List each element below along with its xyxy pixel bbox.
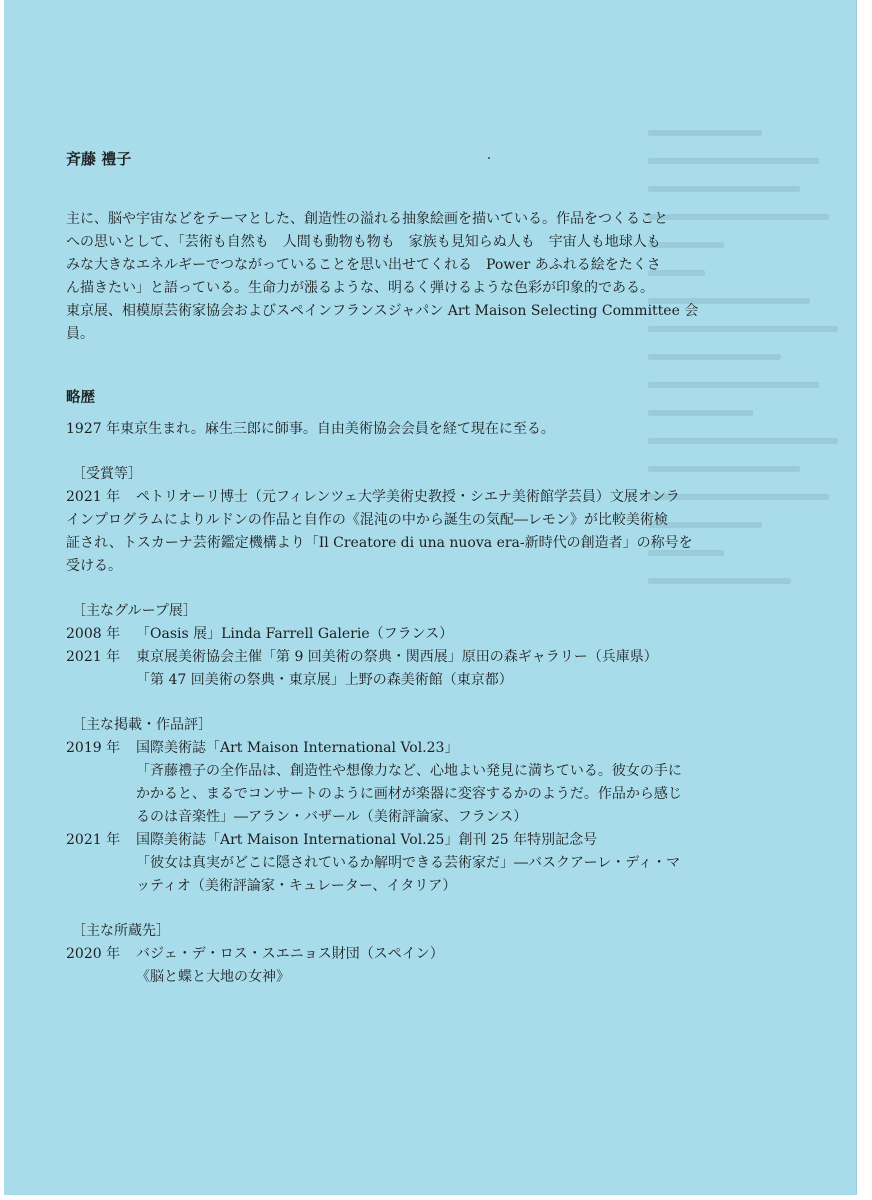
review-quote-line: 「斉藤禮子の全作品は、創造性や想像力など、心地よい発見に満ちている。彼女の手に (136, 763, 682, 779)
group-text: 「第 47 回美術の祭典・東京展」上野の森美術館（東京都） (136, 672, 513, 688)
paper-sheet (4, 0, 857, 1195)
intro-line: への思いとして、「芸術も自然も 人間も動物も物も 家族も見知らぬ人も 宇宙人も地球人も (66, 234, 661, 250)
group-text: 東京展美術協会主催「第 9 回美術の祭典・関西展」原田の森ギャラリー（兵庫県） (136, 649, 658, 665)
collection-entry (66, 966, 726, 989)
review-quote-line: ッティオ（美術評論家・キュレーター、イタリア） (136, 878, 457, 894)
award-line: ペトリオーリ博士（元フィレンツェ大学美術史教授・シエナ美術館学芸員）文展オンラ (136, 489, 680, 505)
award-line: 証され、トスカーナ芸術鑑定機構より「Il Creatore di una nuova era-新時代の創造者」の称号を (66, 535, 693, 551)
review-text: 国際美術誌「Art Maison International Vol.25」創刊 25 年特別記念号 (136, 832, 598, 848)
review-entry (66, 737, 726, 760)
review-text: 国際美術誌「Art Maison International Vol.23」 (136, 740, 459, 756)
collection-text: バジェ・デ・ロス・スエニョス財団（スペイン） (136, 946, 444, 962)
intro-line: みな大きなエネルギーでつながっていることを思い出せてくれる Power あふれる絵をたくさ (66, 257, 661, 273)
intro-paragraph (66, 208, 726, 346)
collection-year (66, 966, 136, 989)
collection-entry (66, 943, 726, 966)
reviews-label: ［主な掲載・作品評］ (72, 717, 212, 733)
award-entry (66, 486, 726, 509)
collection-year: 2020 年 (66, 946, 121, 962)
career-summary: 1927 年東京生まれ。麻生三郎に師事。自由美術協会会員を経て現在に至る。 (66, 421, 555, 437)
group-entry (66, 669, 726, 692)
award-line: 受ける。 (66, 558, 122, 574)
award-line: インプログラムによりルドンの作品と自作の《混沌の中から誕生の気配―レモン》が比較美術検 (66, 512, 668, 528)
group-text: 「Oasis 展」Linda Farrell Galerie（フランス） (136, 626, 454, 642)
review-quote-line: かかると、まるでコンサートのように画材が楽器に変容するかのようだ。作品から感じ (136, 786, 682, 802)
group-year: 2008 年 (66, 626, 121, 642)
group-label: ［主なグループ展］ (72, 603, 197, 619)
collections-label: ［主な所蔵先］ (72, 923, 170, 939)
awards-label: ［受賞等］ (72, 466, 142, 482)
artist-name: 斉藤 禮子 (66, 150, 132, 168)
group-year (66, 669, 136, 692)
intro-line: ん描きたい」と語っている。生命力が漲るような、明るく弾けるような色彩が印象的である。 (66, 280, 654, 296)
review-year: 2019 年 (66, 740, 121, 756)
intro-line: 主に、脳や宇宙などをテーマとした、創造性の溢れる抽象絵画を描いている。作品をつくること (66, 211, 668, 227)
group-entry (66, 646, 726, 669)
review-quote-line: るのは音楽性」―アラン・バザール（美術評論家、フランス） (136, 809, 528, 825)
group-entry (66, 623, 726, 646)
collection-text: 《脳と蝶と大地の女神》 (136, 969, 290, 985)
document-body (66, 148, 726, 989)
intro-line: 員。 (66, 326, 94, 342)
group-year: 2021 年 (66, 649, 121, 665)
intro-line: 東京展、相模原芸術家協会およびスペインフランスジャパン Art Maison Selecting Committee 会 (66, 303, 699, 319)
review-entry (66, 829, 726, 852)
review-year: 2021 年 (66, 832, 121, 848)
award-text (136, 486, 726, 509)
award-year: 2021 年 (66, 489, 121, 505)
review-quote-line: 「彼女は真実がどこに隠されているか解明できる芸術家だ」―バスクアーレ・ディ・マ (136, 855, 681, 871)
career-heading: 略歴 (66, 389, 95, 406)
